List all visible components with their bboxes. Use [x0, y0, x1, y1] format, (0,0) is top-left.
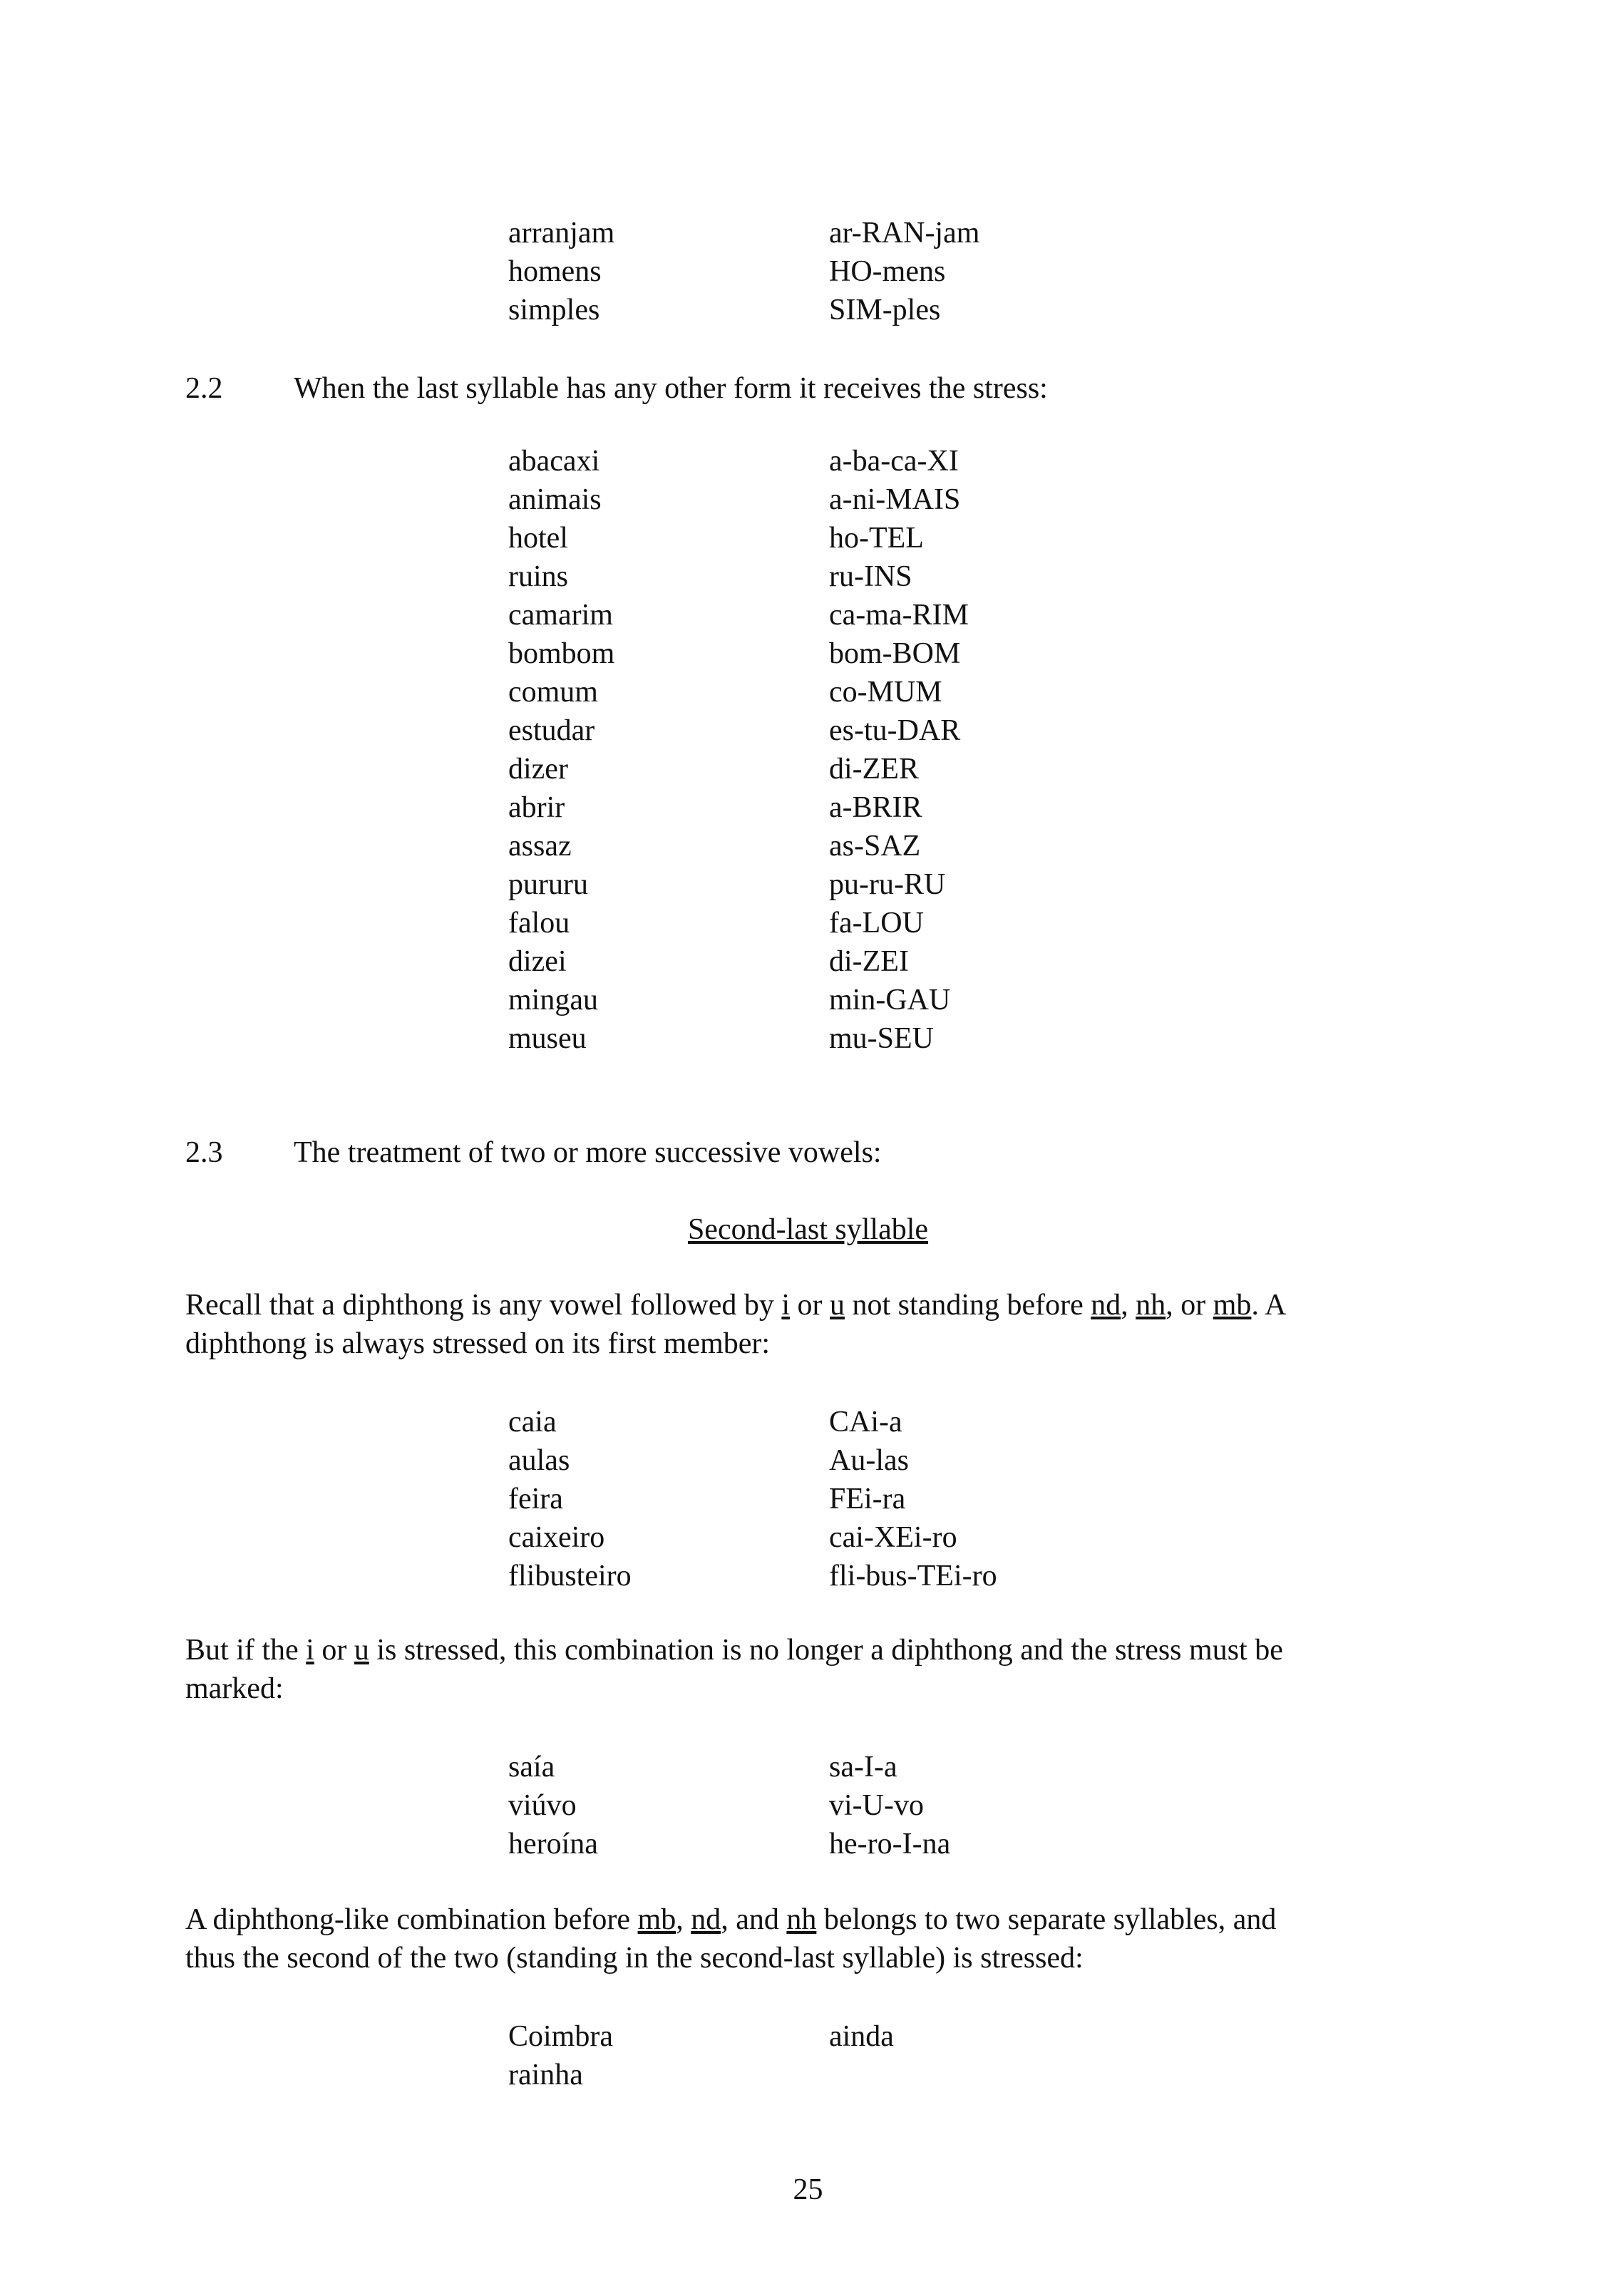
section-2-2-heading — [185, 369, 1436, 408]
text-run: . A — [1251, 1289, 1287, 1322]
word: falou — [508, 907, 570, 939]
paragraph-line-2: marked: — [185, 1672, 284, 1705]
word: estudar — [508, 714, 595, 747]
paragraph-line-1 — [185, 1900, 1436, 1939]
word: dizei — [508, 945, 567, 978]
syllable-breakdown: mu-SEU — [829, 1022, 934, 1055]
underlined-term: i — [306, 1634, 314, 1667]
paragraph-line-2: diphthong is always stressed on its first member: — [185, 1327, 771, 1360]
text-run: , — [1121, 1289, 1136, 1322]
word: abacaxi — [508, 445, 600, 478]
word-pair — [508, 2056, 1221, 2094]
text-run: or — [790, 1289, 830, 1322]
word: arranjam — [508, 217, 615, 249]
word-pair — [508, 557, 1221, 596]
word: ruins — [508, 560, 568, 593]
syllable-breakdown: CAi-a — [829, 1406, 902, 1438]
syllable-breakdown: di-ZER — [829, 753, 919, 786]
underlined-term: u — [830, 1289, 845, 1322]
text-run: or — [314, 1634, 354, 1667]
word: comum — [508, 676, 598, 709]
word-pair — [508, 942, 1221, 981]
word-pair — [508, 1825, 1221, 1863]
paragraph-line-1 — [185, 1631, 1436, 1669]
syllable-breakdown: SIM-ples — [829, 294, 941, 326]
word: animais — [508, 483, 602, 516]
section-text: When the last syllable has any other form it receives the stress: — [294, 372, 1048, 405]
word-pair — [508, 904, 1221, 942]
syllable-breakdown: pu-ru-RU — [829, 868, 946, 901]
word-pair — [508, 788, 1221, 827]
text-run: , — [676, 1903, 691, 1936]
word-pair — [508, 865, 1221, 904]
word-pair — [508, 252, 1221, 291]
page-number: 25 — [793, 2173, 823, 2206]
word-list-d — [508, 1748, 1221, 1863]
word-pair — [508, 1748, 1221, 1786]
section-2-3-heading — [185, 1133, 1436, 1172]
word: museu — [508, 1022, 587, 1055]
word: caixeiro — [508, 1521, 605, 1554]
text-run: is stressed, this combination is no longer a diphthong and the stress must be — [369, 1634, 1283, 1667]
word-pair — [508, 596, 1221, 634]
subheading — [0, 1210, 1616, 1249]
underlined-term: nh — [1136, 1289, 1166, 1322]
section-text: The treatment of two or more successive vowels: — [294, 1136, 882, 1169]
text-run: , or — [1165, 1289, 1213, 1322]
word: abrir — [508, 791, 565, 824]
word-pair — [508, 827, 1221, 865]
syllable-breakdown: as-SAZ — [829, 830, 921, 863]
text-run: But if the — [185, 1634, 307, 1667]
word-list-b — [508, 442, 1221, 1058]
syllable-breakdown: he-ro-I-na — [829, 1828, 951, 1860]
word: assaz — [508, 830, 572, 863]
word-pair — [508, 1557, 1221, 1595]
word: feira — [508, 1483, 563, 1515]
word: pururu — [508, 868, 588, 901]
syllable-breakdown: HO-mens — [829, 255, 946, 288]
word: saía — [508, 1751, 555, 1783]
word: bombom — [508, 637, 615, 670]
word: heroína — [508, 1828, 598, 1860]
word: homens — [508, 255, 602, 288]
word-pair — [508, 711, 1221, 750]
syllable-breakdown: cai-XEi-ro — [829, 1521, 957, 1554]
word: hotel — [508, 522, 568, 555]
syllable-breakdown: a-BRIR — [829, 791, 922, 824]
word-pair — [508, 673, 1221, 711]
underlined-term: mb — [637, 1903, 676, 1936]
syllable-breakdown: fa-LOU — [829, 907, 924, 939]
syllable-breakdown: vi-U-vo — [829, 1789, 924, 1822]
word-pair — [508, 750, 1221, 788]
syllable-breakdown: a-ni-MAIS — [829, 483, 961, 516]
word-pair — [508, 214, 1221, 252]
syllable-breakdown: es-tu-DAR — [829, 714, 961, 747]
syllable-breakdown: Au-las — [829, 1444, 909, 1477]
word-pair — [508, 480, 1221, 519]
word — [829, 2056, 1185, 2094]
syllable-breakdown: FEi-ra — [829, 1483, 906, 1515]
word-pair — [508, 1786, 1221, 1825]
word-pair — [508, 1441, 1221, 1480]
text-run: , and — [721, 1903, 787, 1936]
word-pair — [508, 1403, 1221, 1441]
word: rainha — [508, 2059, 583, 2091]
underlined-term: mb — [1213, 1289, 1252, 1322]
word-pair — [508, 1019, 1221, 1058]
word-pair — [508, 1518, 1221, 1557]
word-pair — [508, 1480, 1221, 1518]
subheading-text: Second-last syllable — [687, 1213, 929, 1246]
paragraph-line-1 — [185, 1286, 1436, 1324]
word: flibusteiro — [508, 1560, 632, 1592]
word: ainda — [829, 2020, 894, 2053]
text-run: not standing before — [845, 1289, 1091, 1322]
syllable-breakdown: fli-bus-TEi-ro — [829, 1560, 997, 1592]
text-run: A diphthong-like combination before — [185, 1903, 638, 1936]
syllable-breakdown: bom-BOM — [829, 637, 961, 670]
syllable-breakdown: ar-RAN-jam — [829, 217, 980, 249]
paragraph-diphthong-like — [185, 1900, 1436, 1977]
syllable-breakdown: sa-I-a — [829, 1751, 897, 1783]
text-run: belongs to two separate syllables, and — [816, 1903, 1277, 1936]
word-pair — [508, 981, 1221, 1019]
word: dizer — [508, 753, 568, 786]
syllable-breakdown: co-MUM — [829, 676, 942, 709]
word-pair — [508, 291, 1221, 329]
word-pair — [508, 519, 1221, 557]
word: camarim — [508, 599, 613, 632]
syllable-breakdown: ca-ma-RIM — [829, 599, 969, 632]
text-run: Recall that a diphthong is any vowel followed by — [185, 1289, 782, 1322]
syllable-breakdown: min-GAU — [829, 984, 951, 1016]
word-pair — [508, 2017, 1221, 2056]
paragraph-line-2: thus the second of the two (standing in the second-last syllable) is stressed: — [185, 1942, 1084, 1975]
underlined-term: nd — [1091, 1289, 1121, 1322]
paragraph-diphthong-definition — [185, 1286, 1436, 1363]
underlined-term: nh — [786, 1903, 817, 1936]
section-number: 2.3 — [185, 1136, 223, 1169]
word: mingau — [508, 984, 598, 1016]
syllable-breakdown: ho-TEL — [829, 522, 924, 555]
word-pair — [508, 634, 1221, 673]
word-list-c — [508, 1403, 1221, 1595]
section-number: 2.2 — [185, 372, 223, 405]
underlined-term: u — [354, 1634, 369, 1667]
word: aulas — [508, 1444, 570, 1477]
word-list-a — [508, 214, 1221, 329]
word-pair — [508, 442, 1221, 480]
syllable-breakdown: di-ZEI — [829, 945, 909, 978]
word: Coimbra — [508, 2020, 613, 2053]
word: viúvo — [508, 1789, 577, 1822]
paragraph-stressed-vowel — [185, 1631, 1436, 1708]
word-list-e — [508, 2017, 1221, 2094]
underlined-term: nd — [691, 1903, 721, 1936]
syllable-breakdown: a-ba-ca-XI — [829, 445, 959, 478]
underlined-term: i — [781, 1289, 791, 1322]
word: simples — [508, 294, 600, 326]
syllable-breakdown: ru-INS — [829, 560, 912, 593]
word: caia — [508, 1406, 557, 1438]
